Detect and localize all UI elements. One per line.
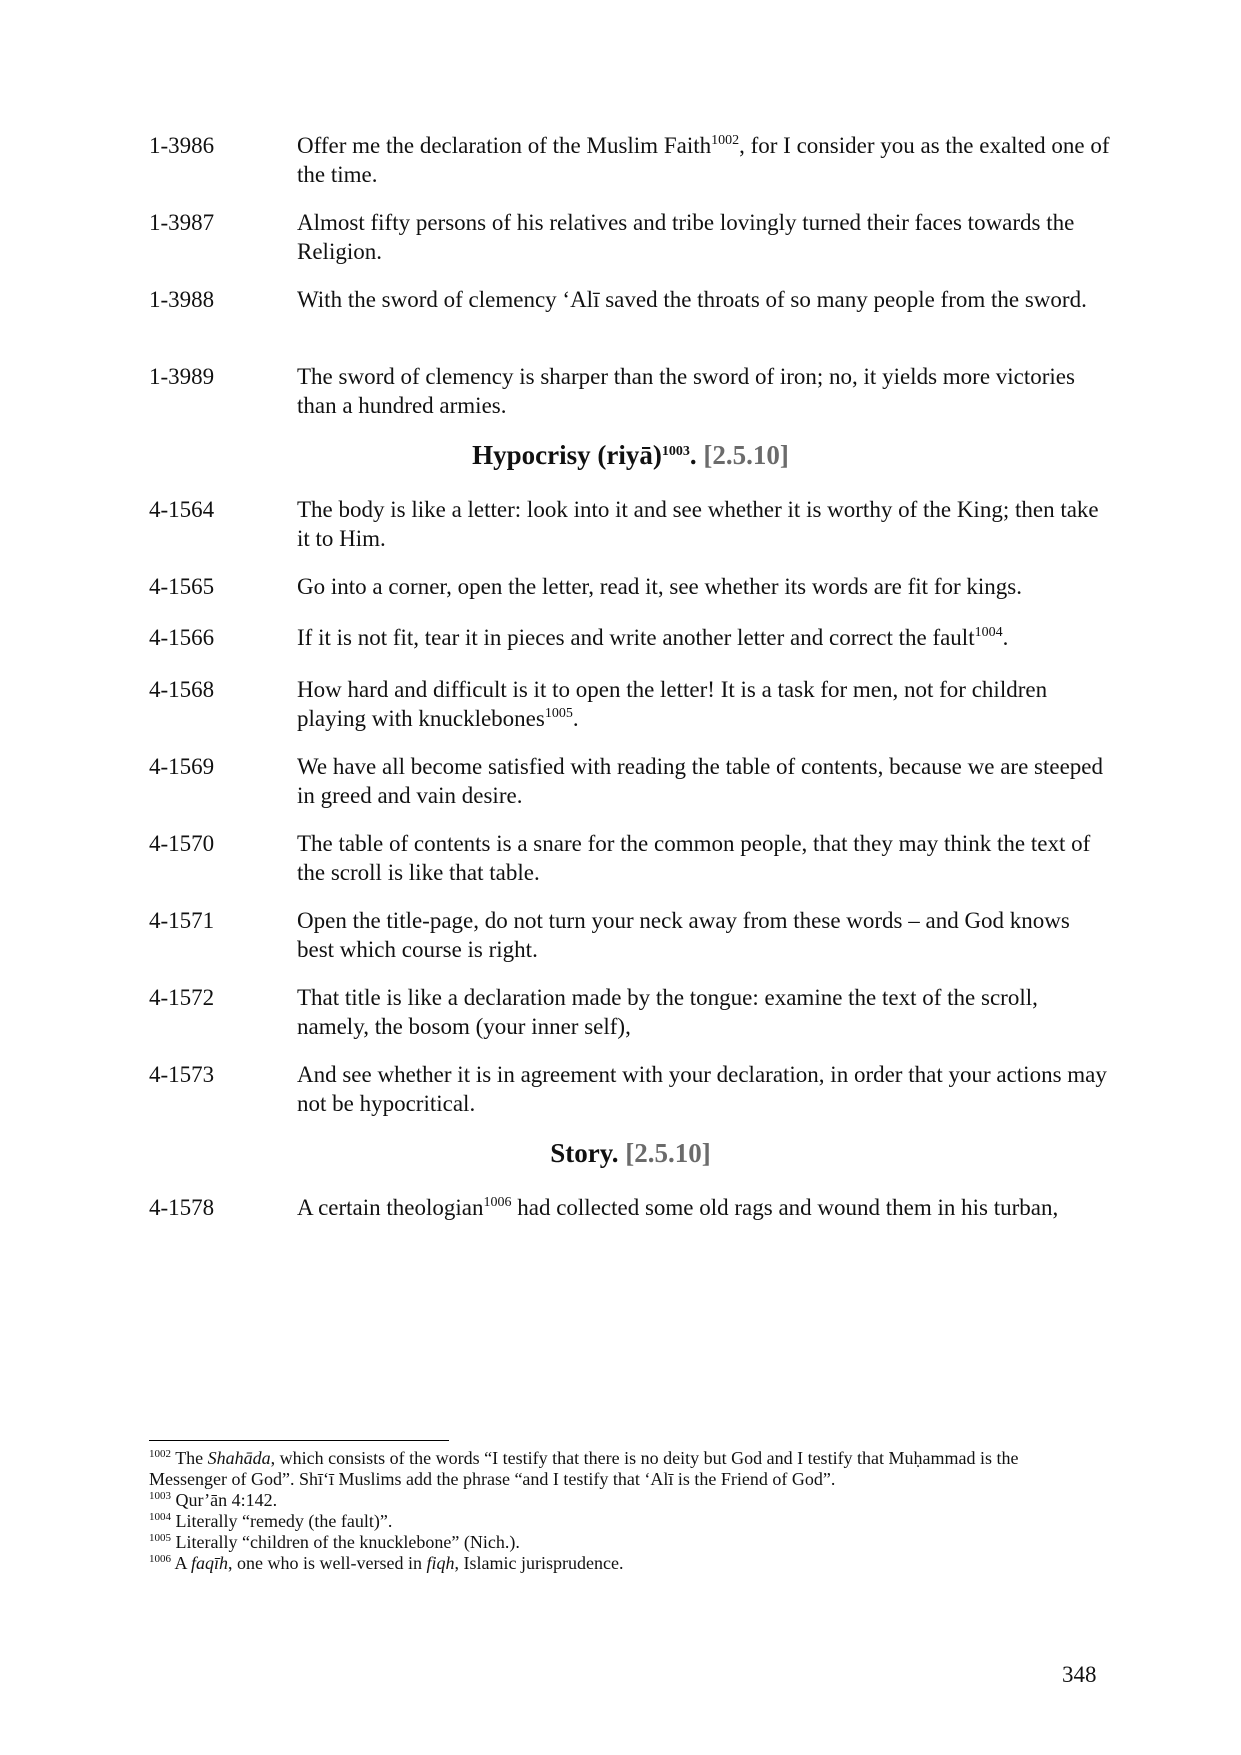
footnote-ref[interactable]: 1003 bbox=[661, 444, 690, 459]
verse-text: Almost fifty persons of his relatives and tribe lovingly turned their faces towards the Religion. bbox=[297, 210, 1075, 264]
verse-text: The body is like a letter: look into it and see whether it is worthy of the King; then take it to Him. bbox=[297, 497, 1099, 551]
verse-text: The table of contents is a snare for the common people, that they may think the text of the scroll is like that table. bbox=[297, 831, 1091, 885]
verse-number: 4-1565 bbox=[149, 574, 215, 599]
verse-number: 4-1569 bbox=[149, 754, 215, 779]
footnote-1002: $^{1002}$ The Shahāda, which consists of the words “I testify that there is no deity but God and I testify that Muḥammad is the Messenger of God”. Shī‘ī Muslims add the phrase “and I testify that ‘Alī is the Friend of God”. bbox=[149, 1448, 1019, 1489]
verse-number: 1-3988 bbox=[149, 287, 215, 312]
section-reference: [2.5.10] bbox=[625, 1138, 711, 1168]
verse-text: We have all become satisfied with reading the table of contents, because we are steeped in greed and vain desire. bbox=[297, 754, 1103, 808]
verse-number: 4-1571 bbox=[149, 908, 215, 933]
footnotes bbox=[149, 1448, 1049, 1574]
footnote-ref[interactable]: 1002 bbox=[711, 133, 740, 148]
footnote-ref[interactable]: 1005 bbox=[544, 706, 573, 721]
footnote-1005: $^{1005}$ Literally “children of the knucklebone” (Nich.). bbox=[149, 1532, 520, 1552]
verse-text: If it is not fit, tear it in pieces and write another letter and correct the fault$^{1004}$. bbox=[297, 625, 1009, 650]
verse-text: That title is like a declaration made by the tongue: examine the text of the scroll, namely, the bosom (your inner self), bbox=[297, 985, 1038, 1039]
verse-text: And see whether it is in agreement with your declaration, in order that your actions may not be hypocritical. bbox=[297, 1062, 1107, 1116]
footnote-1004: $^{1004}$ Literally “remedy (the fault)”. bbox=[149, 1511, 393, 1531]
verse-number: 1-3987 bbox=[149, 210, 215, 235]
verse-number: 4-1566 bbox=[149, 625, 215, 650]
section-heading-story: Story. [2.5.10] bbox=[550, 1138, 711, 1168]
verse-number: 4-1572 bbox=[149, 985, 215, 1010]
verse-text: Go into a corner, open the letter, read it, see whether its words are fit for kings. bbox=[297, 574, 1022, 599]
verse-number: 1-3986 bbox=[149, 133, 215, 158]
verse-number: 4-1570 bbox=[149, 831, 215, 856]
verse-text: With the sword of clemency ‘Alī saved the throats of so many people from the sword. bbox=[297, 287, 1087, 312]
verse-text: Open the title-page, do not turn your neck away from these words – and God knows best which course is right. bbox=[297, 908, 1070, 962]
verse-number: 4-1578 bbox=[149, 1195, 215, 1220]
verse-number: 4-1573 bbox=[149, 1062, 215, 1087]
page-number: 348 bbox=[1062, 1662, 1097, 1687]
verse-text: The sword of clemency is sharper than the sword of iron; no, it yields more victories than a hundred armies. bbox=[297, 364, 1075, 418]
verse-number: 1-3989 bbox=[149, 364, 215, 389]
section-heading-hypocrisy: Hypocrisy (riyā)$^{1003}$. [2.5.10] bbox=[472, 440, 789, 470]
footnote-ref[interactable]: 1006 bbox=[483, 1195, 512, 1210]
footnote-1006: $^{1006}$ A faqīh, one who is well-versed in fiqh, Islamic jurisprudence. bbox=[149, 1553, 624, 1573]
verse-text: Offer me the declaration of the Muslim Faith$^{1002}$, for I consider you as the exalted one of the time. bbox=[297, 133, 1110, 187]
verse-text: How hard and difficult is it to open the letter! It is a task for men, not for children playing with knucklebones$^{1005}$. bbox=[297, 677, 1048, 731]
footnote-divider bbox=[149, 1440, 449, 1441]
footnote-1003: $^{1003}$ Qur’ān 4:142. bbox=[149, 1490, 278, 1510]
verse-number: 4-1568 bbox=[149, 677, 215, 702]
footnote-ref[interactable]: 1004 bbox=[974, 625, 1003, 640]
verse-number: 4-1564 bbox=[149, 497, 215, 522]
verse-text: A certain theologian$^{1006}$ had collected some old rags and wound them in his turban, bbox=[297, 1195, 1059, 1220]
section-reference: [2.5.10] bbox=[703, 440, 789, 470]
